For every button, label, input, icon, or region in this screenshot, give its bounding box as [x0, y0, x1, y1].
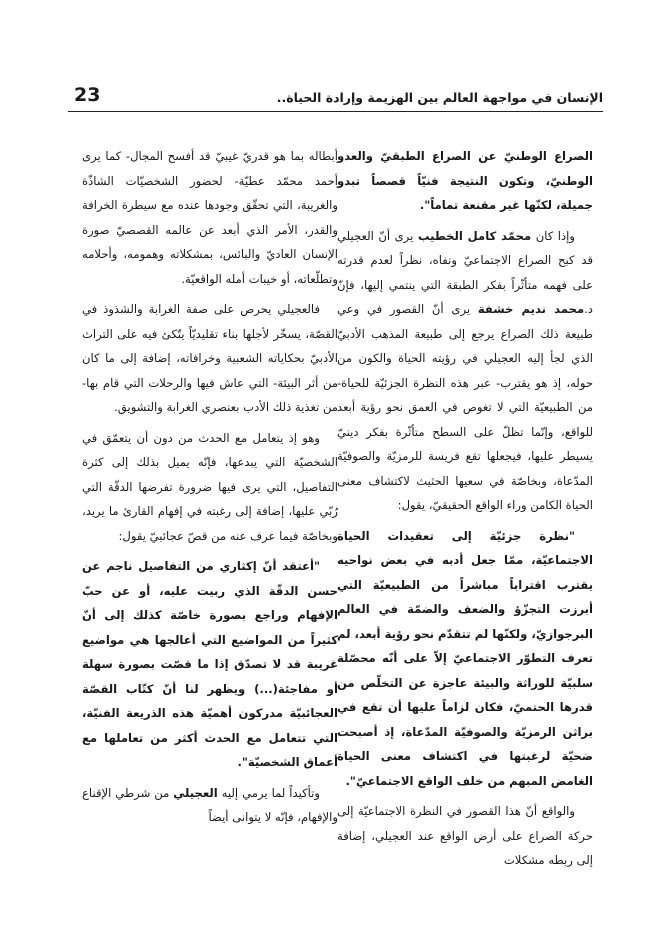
- paragraph: فالعجيلي يحرص على صفة الغرابة والشذوذ في القصّة، يسخّر لأجلها بناء تقليديّاً يتّكئ فيه على التراث الأدبيّ بحكاياته الشعبية وخرافاته، إضافة إلى ما كان من أثر البيئة- التي عاش فيها والرحلات التي قام بها- من تغذية ذلك الأدب بعنصري الغرابة والتشويق.: [82, 302, 338, 414]
- author-name: محمد نديم خشفة: [477, 302, 585, 316]
- paragraph: [337, 224, 593, 518]
- page-number: 23: [74, 84, 101, 106]
- left-column: [82, 144, 338, 836]
- header-rule: [68, 111, 603, 112]
- block-quote: "أعتقد أنّ إكثاري من التفاصيل ناجم عن حسن الدقّة الذي ربيت عليه، أو عن حبّ الإفهام وراجع بصورة خاصّة كذلك إلى أنّ كثيراً من المواضيع التي أعالجها هي مواضيع غريبة قد لا تصدّق إذا ما قصّت بصورة سهلة أو مفاجئة(...) ويظهر لنا أنّ كتّاب القصّة العجائبيّة مدركون أهميّة هذه الذريعة الفنيّة، التي تتعامل مع الحدث أكثر من تعاملها مع أعماق الشخصيّة".: [82, 559, 338, 769]
- paragraph: وهو إذ يتعامل مع الحدث من دون أن يتعمّق في الشخصيّة التي يبدعها، فإنّه يميل بذلك إلى كثرة التفاصيل، التي يرى فيها ضرورة تفرضها الدقّة التي رُبّي عليها، إضافة إلى رغبته في إفهام القارئ ما يريد، وبخاصّة فيما عرف عنه من قصّ عجائبيّ يقول:: [82, 430, 338, 543]
- right-column: [337, 144, 593, 879]
- paragraph: [82, 781, 338, 830]
- paragraph-text: وإذا كان: [531, 228, 575, 243]
- author-name: محمّد كامل الخطيب: [417, 228, 532, 243]
- paragraph: الصراع الوطنيّ عن الصراع الطبقيّ والعدو الوطنيّ، وتكون النتيجة فنيّاً قصصاً تبدو جميلة، لكنّها غير مقنعة تماماً".: [337, 149, 593, 212]
- author-name: العجيلي: [173, 785, 218, 800]
- block-quote: "نظرة جزئيّة إلى تعقيدات الحياة الاجتماعيّة، ممّا جعل أدبه في بعض نواحيه يقترب اقتراباً مباشراً من الطبيعيّة التي أبرزت التجزّؤ والضعف والضمّة في العالم البرجوازيّ، ولكنّها لم تتقدّم نحو رؤية أبعد، لم تعرف التطوّر الاجتماعيّ إلاّ على أنّه محصّلة سلبيّة للوراثة والبيئة عاجزة عن التخلّص من قدرها الحتميّ، فكان لزاماً عليها أن تقع في براثن الرمزيّة والصوفيّة المدّعاة، إذ أصبحت ضحيّة لرغبتها في اكتشاف معنى الحياة الغامض المبهم من خلف الواقع الاجتماعيّ".: [337, 528, 593, 788]
- paragraph-text: يرى أنّ العجيلي قد كبح الصراع الاجتماعيّ ونفاه، نظراً لعدم قدرته على فهمه متأثّراً بفكر الطبقة التي ينتمي إليها، فإنّ د.: [337, 228, 593, 316]
- page-header: [58, 82, 603, 112]
- paragraph-text: من شرطي الإقناع والإفهام، فإنّه لا يتوانى أيضاً: [82, 785, 338, 824]
- paragraph-text: يرى أنّ القصور في وعي طبيعة ذلك الصراع يرجع إلى طبيعة المذهب الأدبيّ الذي لجأ إليه العجيلي في رؤيته الحياة والكون من حوله، إذ هو يقترب- عبر هذه النظرة الجزئيّة للحياة- من الطبيعيّة التي لا تغوص في العمق نحو رؤية أبعد للواقع، وإنّما تظلّ على السطح متأثّرة بفكر دينيّ يسيطر عليها، فيجعلها تقع فريسة للرمزيّة والصوفيّة المدّعاة، وبخاصّة في سعيها الحثيث لاكتشاف معنى الحياة الكامن وراء الواقع الحقيقيّ، يقول:: [337, 302, 593, 512]
- paragraph-text: وتأكيداً لما يرمي إليه: [217, 785, 320, 800]
- paragraph: أبطاله بما هو قدريّ غيبيّ قد أفسح المجال- كما يرى أحمد محمّد عطيّة- لحضور الشخصيّات الشاذّة والغريبة، التي تحقّق وجودها عنده مع سيطرة الخرافة والقدر، الأمر الذي أبعد عن عالمه القصصيّ صورة الإنسان العاديّ والبائس، بمشكلاته وهمومه، وأحلامه وتطلّعاته، أو خيبات أمله الواقعيّة.: [82, 149, 338, 286]
- paragraph: والواقع أنّ هذا القصور في النظرة الاجتماعيّة إلى حركة الصراع على أرض الواقع عند العجيلي، إضافة إلى ربطه مشكلات: [337, 804, 593, 867]
- running-title: الإنسان في مواجهة العالم بين الهزيمة وإرادة الحياة..: [276, 90, 603, 105]
